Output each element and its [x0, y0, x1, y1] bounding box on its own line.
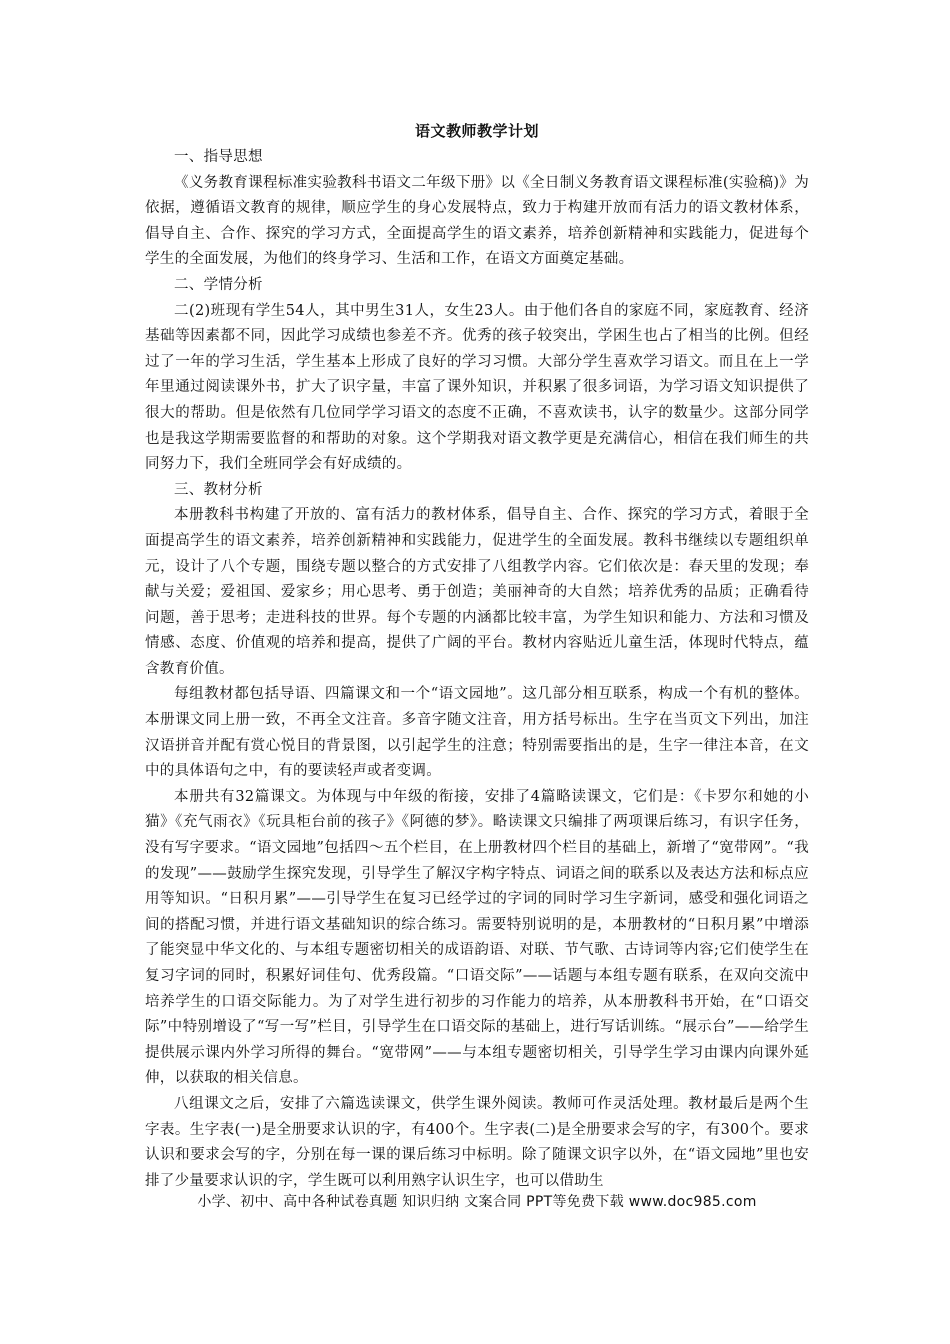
- document-title: 语文教师教学计划: [414, 122, 539, 140]
- paragraph-textbook-lessons: 本册共有32篇课文。为体现与中年级的衔接，安排了4篇略读课文，它们是：《卡罗尔和她的小猫》《充气雨衣》《玩具柜台前的孩子》《阿德的梦》。略读课文只编排了两项课后练习，有识字任务，没有写字要求。“语文园地”包括四～五个栏目，在上册教材四个栏目的基础上，新增了“宽带网”。“我的发现”——鼓励学生探究发现，引导学生了解汉字构字特点、词语之间的联系以及表达方法和标点应用等知识。“日积月累”——引导学生在复习已经学过的字词的同时学习生字新词，感受和强化词语之间的搭配习惯，并进行语文基础知识的综合练习。需要特别说明的是，本册教材的“日积月累”中增添了能突显中华文化的、与本组专题密切相关的成语韵语、对联、节气歌、古诗词等内容;它们使学生在复习字词的同时，积累好词佳句、优秀段篇。“口语交际”——话题与本组专题有联系，在双向交流中培养学生的口语交际能力。为了对学生进行初步的习作能力的培养，从本册教科书开始，在“口语交际”中特别增设了“写一写”栏目，引导学生在口语交际的基础上，进行写话训练。“展示台”——给学生提供展示课内外学习所得的舞台。“宽带网”——与本组专题密切相关，引导学生学习由课内向课外延伸，以获取的相关信息。: [145, 788, 809, 1087]
- paragraph-guiding-thought: 《义务教育课程标准实验教科书语文二年级下册》以《全日制义务教育语文课程标准(实验稿)》为依据，遵循语文教育的规律，顺应学生的身心发展特点，致力于构建开放而有活力的语文教材体系，倡导自主、合作、探究的学习方式，全面提高学生的语文素养，培养创新精神和实践能力，促进每个学生的全面发展，为他们的终身学习、生活和工作，在语文方面奠定基础。: [145, 174, 809, 268]
- paragraph-textbook-system: 本册教科书构建了开放的、富有活力的教材体系，倡导自主、合作、探究的学习方式，着眼于全面提高学生的语文素养，培养创新精神和实践能力，促进学生的全面发展。教科书继续以专题组织单元，设计了八个专题，围绕专题以整合的方式安排了八组教学内容。它们依次是：春天里的发现；奉献与关爱；爱祖国、爱家乡；用心思考、勇于创造；美丽神奇的大自然；培养优秀的品质；正确看待问题，善于思考；走进科技的世界。每个专题的内涵都比较丰富，为学生知识和能力、方法和习惯及情感、态度、价值观的培养和提高，提供了广阔的平台。教材内容贴近儿童生活，体现时代特点，蕴含教育价值。: [145, 507, 809, 677]
- section-heading-textbook-analysis: 三、教材分析: [174, 481, 263, 498]
- page-footer: 小学、初中、高中各种试卷真题 知识归纳 文案合同 PPT等免费下载 www.doc985.com: [197, 1194, 757, 1210]
- section-heading-student-analysis: 二、学情分析: [174, 276, 263, 293]
- paragraph-textbook-structure: 每组教材都包括导语、四篇课文和一个“语文园地”。这几部分相互联系，构成一个有机的整体。本册课文同上册一致，不再全文注音。多音字随文注音，用方括号标出。生字在当页文下列出，加注汉语拼音并配有赏心悦目的背景图，以引起学生的注意；特别需要指出的是，生字一律注本音，在文中的具体语句之中，有的要读轻声或者变调。: [145, 686, 809, 780]
- paragraph-student-analysis: 二(2)班现有学生54人，其中男生31人，女生23人。由于他们各自的家庭不同，家庭教育、经济基础等因素都不同，因此学习成绩也参差不齐。优秀的孩子较突出，学困生也占了相当的比例。但经过了一年的学习生活，学生基本上形成了良好的学习习惯。大部分学生喜欢学习语文。而且在上一学年里通过阅读课外书，扩大了识字量，丰富了课外知识，并积累了很多词语，为学习语文知识提供了很大的帮助。但是依然有几位同学学习语文的态度不正确，不喜欢读书，认字的数量少。这部分同学也是我这学期需要监督的和帮助的对象。这个学期我对语文教学更是充满信心，相信在我们师生的共同努力下，我们全班同学会有好成绩的。: [145, 302, 809, 473]
- section-heading-guiding-thought: 一、指导思想: [174, 149, 263, 165]
- paragraph-textbook-character-tables: 八组课文之后，安排了六篇选读课文，供学生课外阅读。教师可作灵活处理。教材最后是两个生字表。生字表(一)是全册要求认识的字，有400个。生字表(二)是全册要求会写的字，有300个。要求认识和要求会写的字，分别在每一课的课后练习中标明。除了随课文识字以外，在“语文园地”里也安排了少量要求认识的字，学生既可以利用熟字认识生字，也可以借助生: [145, 1095, 809, 1189]
- document-body: [145, 117, 809, 1194]
